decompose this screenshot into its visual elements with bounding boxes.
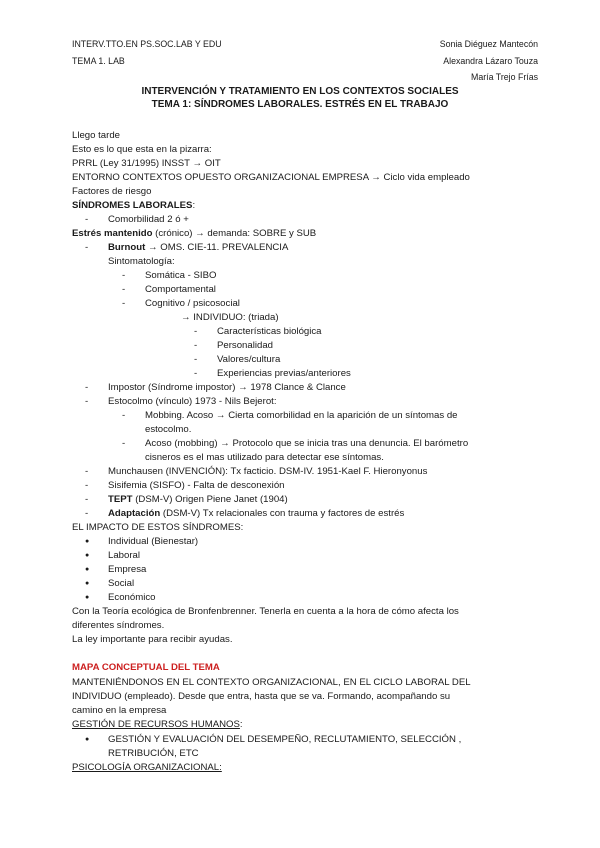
bullet-item-continuation: RETRIBUCIÓN, ETC xyxy=(108,748,199,759)
gestion-heading xyxy=(72,718,243,731)
mapa-heading: MAPA CONCEPTUAL DEL TEMA xyxy=(72,662,220,673)
impacto-heading: EL IMPACTO DE ESTOS SÍNDROMES: xyxy=(72,522,244,533)
list-item: - Acoso (mobbing) → Protocolo que se inicia tras una denuncia. El barómetro xyxy=(145,437,468,450)
doc-title-line2: TEMA 1: SÍNDROMES LABORALES. ESTRÉS EN EL TRABAJO xyxy=(151,99,449,110)
list-item: - Estocolmo (vínculo) 1973 - Nils Bejerot: xyxy=(108,395,277,408)
teoria-line: diferentes síndromes. xyxy=(72,620,165,631)
intro-line: Llego tarde xyxy=(72,130,121,141)
burnout-item xyxy=(108,241,288,254)
doc-title-line1: INTERVENCIÓN Y TRATAMIENTO EN LOS CONTEXTOS SOCIALES xyxy=(141,86,459,97)
sindromes-heading xyxy=(72,199,195,212)
bullet-item: ● Laboral xyxy=(108,549,140,562)
sintomatologia-label: Sintomatología: xyxy=(108,256,175,267)
list-item: - Personalidad xyxy=(217,339,273,352)
adaptacion-rest: (DSM-V) Tx relacionales con trauma y factores de estrés xyxy=(160,508,405,519)
bullet-item: ● Individual (Bienestar) xyxy=(108,535,198,548)
list-item: - Munchausen (INVENCIÓN): Tx facticio. DSM-IV. 1951-Kael F. Hieronyonus xyxy=(108,465,427,478)
intro-line: ENTORNO CONTEXTOS OPUESTO ORGANIZACIONAL EMPRESA → Ciclo vida empleado xyxy=(72,172,470,183)
adaptacion-item xyxy=(108,507,404,520)
author-3: María Trejo Frías xyxy=(471,72,538,82)
psicologia-heading: PSICOLOGÍA ORGANIZACIONAL: xyxy=(72,762,222,773)
intro-line: Esto es lo que esta en la pizarra: xyxy=(72,144,212,155)
mapa-paragraph-line: camino en la empresa xyxy=(72,705,167,716)
bullet-item: ● Económico xyxy=(108,591,155,604)
intro-line: Factores de riesgo xyxy=(72,186,152,197)
estres-label: Estrés mantenido xyxy=(72,228,153,239)
list-item: - Valores/cultura xyxy=(217,353,280,366)
list-item: - Sisifemia (SISFO) - Falta de desconexión xyxy=(108,479,285,492)
gestion-heading-colon: : xyxy=(239,719,243,730)
intro-line: PRRL (Ley 31/1995) INSST → OIT xyxy=(72,158,221,169)
bullet-item: ● GESTIÓN Y EVALUACIÓN DEL DESEMPEÑO, RECLUTAMIENTO, SELECCIÓN , xyxy=(108,733,461,746)
list-item-continuation: cisneros es el mas utilizado para detectar ese síntomas. xyxy=(145,452,384,463)
individuo-label: → INDIVIDUO: (triada) xyxy=(181,312,279,323)
mapa-paragraph-line: INDIVIDUO (empleado). Desde que entra, hasta que se va. Formando, acompañando su xyxy=(72,691,451,702)
burnout-label: Burnout xyxy=(108,242,146,253)
gestion-heading-text: GESTIÓN DE RECURSOS HUMANOS xyxy=(72,719,240,730)
list-item: - Impostor (Síndrome impostor) → 1978 Clance & Clance xyxy=(108,381,346,394)
list-item: - Experiencias previas/anteriores xyxy=(217,367,351,380)
author-2: Alexandra Lázaro Touza xyxy=(443,56,538,66)
adaptacion-label: Adaptación xyxy=(108,508,161,519)
teoria-line: Con la Teoría ecológica de Bronfenbrenner. Tenerla en cuenta a la hora de cómo afecta los xyxy=(72,606,459,617)
list-item: - Mobbing. Acoso → Cierta comorbilidad en la aparición de un síntomas de xyxy=(145,409,458,422)
sindromes-heading-text: SÍNDROMES LABORALES xyxy=(72,200,193,211)
tept-item xyxy=(108,493,288,506)
topic-label: TEMA 1. LAB xyxy=(72,56,125,66)
bullet-item: ● Empresa xyxy=(108,563,146,576)
tept-label: TEPT xyxy=(108,494,133,505)
sindromes-heading-colon: : xyxy=(192,200,196,211)
list-item: - Características biológica xyxy=(217,325,322,338)
tept-rest: (DSM-V) Origen Piene Janet (1904) xyxy=(132,494,288,505)
list-item-continuation: estocolmo. xyxy=(145,424,192,435)
author-1: Sonia Diéguez Mantecón xyxy=(439,39,538,49)
mapa-paragraph-line: MANTENIÉNDONOS EN EL CONTEXTO ORGANIZACIONAL, EN EL CICLO LABORAL DEL xyxy=(72,677,471,688)
course-code: INTERV.TTO.EN PS.SOC.LAB Y EDU xyxy=(72,39,222,49)
estres-rest: (crónico) → demanda: SOBRE y SUB xyxy=(152,228,317,239)
burnout-rest: → OMS. CIE-11. PREVALENCIA xyxy=(145,242,289,253)
estres-line xyxy=(72,227,316,240)
list-item: - Somática - SIBO xyxy=(145,269,216,282)
list-item: - Comportamental xyxy=(145,283,216,296)
ley-line: La ley importante para recibir ayudas. xyxy=(72,634,233,645)
list-item: - Comorbilidad 2 ó + xyxy=(108,213,189,226)
list-item: - Cognitivo / psicosocial xyxy=(145,297,240,310)
bullet-item: ● Social xyxy=(108,577,134,590)
